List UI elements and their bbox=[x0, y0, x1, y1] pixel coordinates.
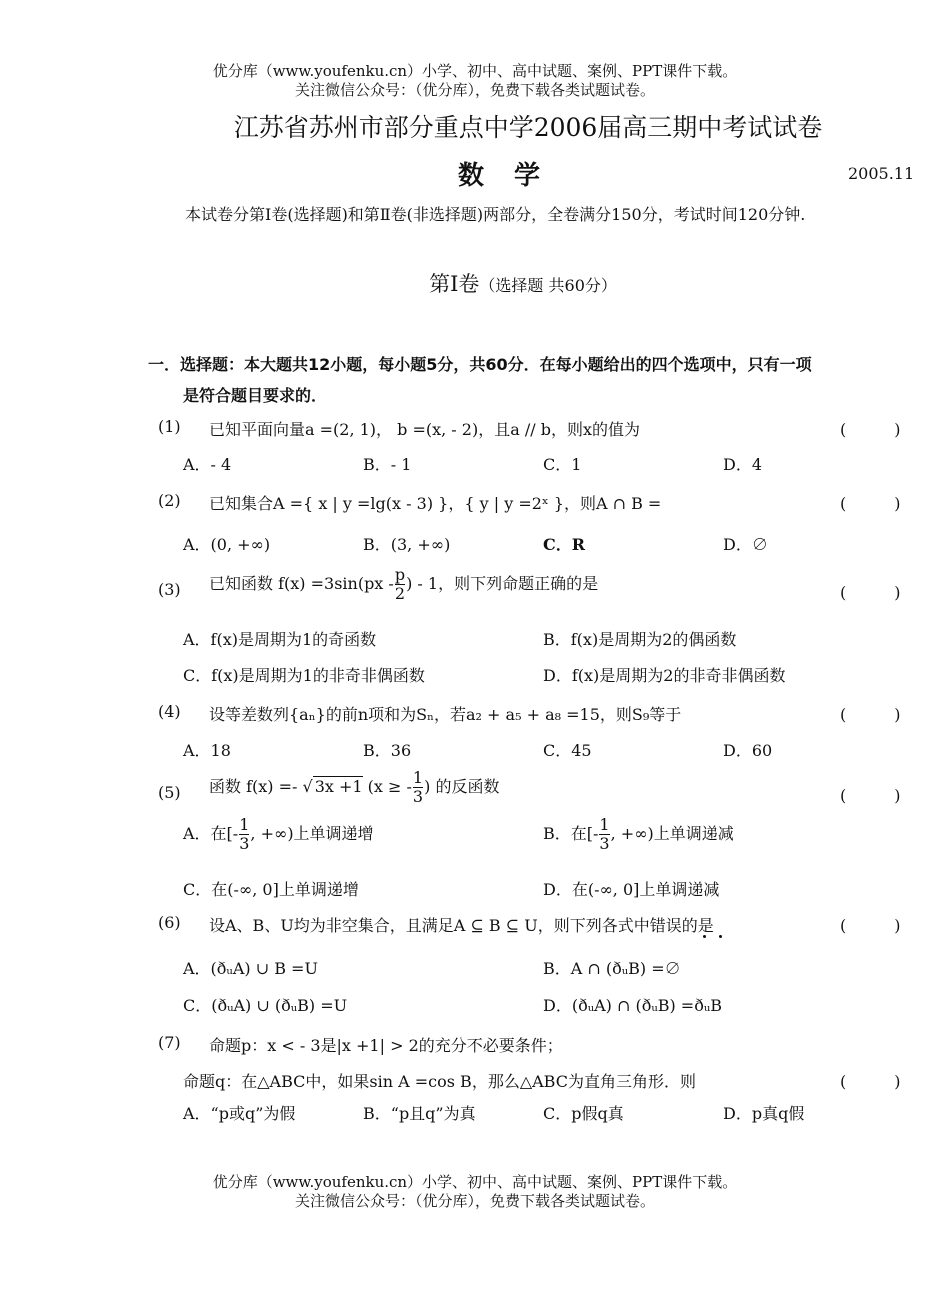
q1-option-c: C．1 bbox=[543, 455, 582, 474]
q3-option-d: D．f(x)是周期为2的非奇非偶函数 bbox=[543, 666, 786, 685]
q3-answer-blank: ( ) bbox=[840, 583, 901, 602]
q6-number: (6) bbox=[158, 913, 181, 932]
q5-option-b-frac-num: 1 bbox=[599, 815, 610, 834]
q5-option-b-text-a: B．在[- bbox=[543, 824, 599, 843]
q3-option-a: A．f(x)是周期为1的奇函数 bbox=[183, 630, 377, 649]
q5-fraction bbox=[413, 769, 423, 806]
q7-stem-line2: 命题q：在△ABC中，如果sin A =cos B，那么△ABC为直角三角形．则 bbox=[183, 1072, 696, 1091]
q1-number: (1) bbox=[158, 417, 181, 436]
q7-stem: 命题p：x < - 3是|x +1| > 2的充分不必要条件； bbox=[209, 1036, 563, 1055]
bottom-banner-line1: 优分库（www.youfenku.cn）小学、初中、高中试题、案例、PPT课件下载。 bbox=[212, 1173, 738, 1191]
q3-stem bbox=[209, 566, 598, 603]
q6-stem: 设A、B、U均为非空集合，且满足A ⊆ B ⊆ U，则下列各式中错误的是 bbox=[209, 916, 714, 935]
q5-frac-num: 1 bbox=[412, 768, 424, 787]
q5-option-a bbox=[183, 816, 374, 853]
q1-option-b: B．- 1 bbox=[363, 455, 412, 474]
q2-answer-blank: ( ) bbox=[840, 494, 901, 513]
q5-option-a-text-b: , +∞)上单调递增 bbox=[250, 824, 374, 843]
q2-stem: 已知集合A ={ x | y =lg(x - 3) }，{ y | y =2ˣ }，则A ∩ B = bbox=[209, 494, 662, 513]
exam-date: 2005.11 bbox=[848, 164, 915, 183]
exam-title: 江苏省苏州市部分重点中学2006届高三期中考试试卷 bbox=[233, 113, 823, 142]
q2-option-c: C．R bbox=[543, 535, 586, 554]
q2-option-a: A．(0, +∞) bbox=[183, 535, 271, 554]
q6-option-b: B．A ∩ (ðᵤB) =∅ bbox=[543, 959, 681, 978]
q1-stem: 已知平面向量a =(2, 1)， b =(x, - 2)，且a // b，则x的值为 bbox=[209, 420, 640, 439]
q3-frac-den: 2 bbox=[394, 584, 406, 603]
section1-line1: 一．选择题：本大题共12小题，每小题5分，共60分．在每小题给出的四个选项中，只有一项 bbox=[148, 355, 812, 374]
part1-note: （选择题 共60分） bbox=[479, 276, 617, 295]
q3-fraction bbox=[395, 566, 405, 603]
q6-answer-blank: ( ) bbox=[840, 916, 901, 935]
q4-number: (4) bbox=[158, 702, 181, 721]
q4-answer-blank: ( ) bbox=[840, 705, 901, 724]
q5-option-d: D．在(-∞, 0]上单调递减 bbox=[543, 880, 720, 899]
q4-option-c: C．45 bbox=[543, 741, 592, 760]
q6-option-d: D．(ðᵤA) ∩ (ðᵤB) =ðᵤB bbox=[543, 996, 722, 1015]
q5-frac-den: 3 bbox=[412, 787, 424, 806]
q3-option-b: B．f(x)是周期为2的偶函数 bbox=[543, 630, 737, 649]
q7-option-a: A．“p或q”为假 bbox=[183, 1104, 296, 1123]
q5-stem-c: ) 的反函数 bbox=[424, 777, 500, 796]
q7-option-b: B．“p且q”为真 bbox=[363, 1104, 476, 1123]
q3-frac-num: p bbox=[394, 565, 406, 584]
exam-subject: 数 学 bbox=[457, 161, 542, 191]
q5-option-b-fraction bbox=[599, 816, 609, 853]
q5-option-b bbox=[543, 816, 734, 853]
q5-stem: 函数 f(x) =- √ 3x +1 (x ≥ - $\frac{1}{3}$ ) 的反函数 bbox=[209, 768, 500, 806]
q6-option-c: C．(ðᵤA) ∪ (ðᵤB) =U bbox=[183, 996, 348, 1015]
q5-number: (5) bbox=[158, 783, 181, 802]
q3-stem-b: ) - 1，则下列命题正确的是 bbox=[406, 574, 599, 593]
q4-option-d: D．60 bbox=[723, 741, 773, 760]
part1-title: 第Ⅰ卷 bbox=[429, 272, 480, 296]
q5-sqrt: 3x +1 bbox=[314, 777, 363, 796]
top-banner-line1: 优分库（www.youfenku.cn）小学、初中、高中试题、案例、PPT课件下载。 bbox=[212, 62, 738, 80]
q7-option-c: C．p假q真 bbox=[543, 1104, 624, 1123]
section1-line2: 是符合题目要求的． bbox=[183, 386, 328, 405]
bottom-banner-line2: 关注微信公众号：（优分库），免费下载各类试题试卷。 bbox=[294, 1192, 655, 1210]
part1-heading bbox=[0, 268, 950, 298]
q7-answer-blank: ( ) bbox=[840, 1072, 901, 1091]
q5-option-a-fraction bbox=[239, 816, 249, 853]
q5-option-a-text-a: A．在[- bbox=[183, 824, 239, 843]
q6-option-a: A．(ðᵤA) ∪ B =U bbox=[183, 959, 318, 978]
q5-stem-a: 函数 f(x) =- bbox=[209, 777, 298, 796]
q7-option-d: D．p真q假 bbox=[723, 1104, 805, 1123]
q1-option-a: A．- 4 bbox=[183, 455, 232, 474]
q1-option-d: D．4 bbox=[723, 455, 763, 474]
q5-option-c: C．在(-∞, 0]上单调递增 bbox=[183, 880, 359, 899]
emphasis-dot bbox=[719, 935, 722, 938]
q4-stem: 设等差数列{aₙ}的前n项和为Sₙ，若a₂ + a₅ + a₈ =15，则S₉等于 bbox=[209, 705, 682, 724]
q3-number: (3) bbox=[158, 580, 181, 599]
q2-number: (2) bbox=[158, 491, 181, 510]
top-banner-line2: 关注微信公众号：（优分库），免费下载各类试题试卷。 bbox=[294, 81, 655, 99]
q1-answer-blank: ( ) bbox=[840, 420, 901, 439]
q4-option-b: B．36 bbox=[363, 741, 412, 760]
q5-option-a-frac-den: 3 bbox=[239, 834, 250, 853]
emphasis-dot bbox=[703, 935, 706, 938]
q5-option-b-text-b: , +∞)上单调递减 bbox=[610, 824, 734, 843]
q3-option-c: C．f(x)是周期为1的非奇非偶函数 bbox=[183, 666, 425, 685]
q4-option-a: A．18 bbox=[183, 741, 231, 760]
q3-stem-a: 已知函数 f(x) =3sin(px - bbox=[209, 574, 394, 593]
q5-option-a-frac-num: 1 bbox=[239, 815, 250, 834]
q5-stem-b: (x ≥ - bbox=[367, 777, 412, 796]
q2-option-b: B．(3, +∞) bbox=[363, 535, 451, 554]
q2-option-d: D．∅ bbox=[723, 535, 768, 554]
q7-number: (7) bbox=[158, 1033, 181, 1052]
exam-intro: 本试卷分第Ⅰ卷(选择题)和第Ⅱ卷(非选择题)两部分，全卷满分150分，考试时间120分钟. bbox=[185, 205, 806, 224]
q5-option-b-frac-den: 3 bbox=[599, 834, 610, 853]
q5-answer-blank: ( ) bbox=[840, 786, 901, 805]
